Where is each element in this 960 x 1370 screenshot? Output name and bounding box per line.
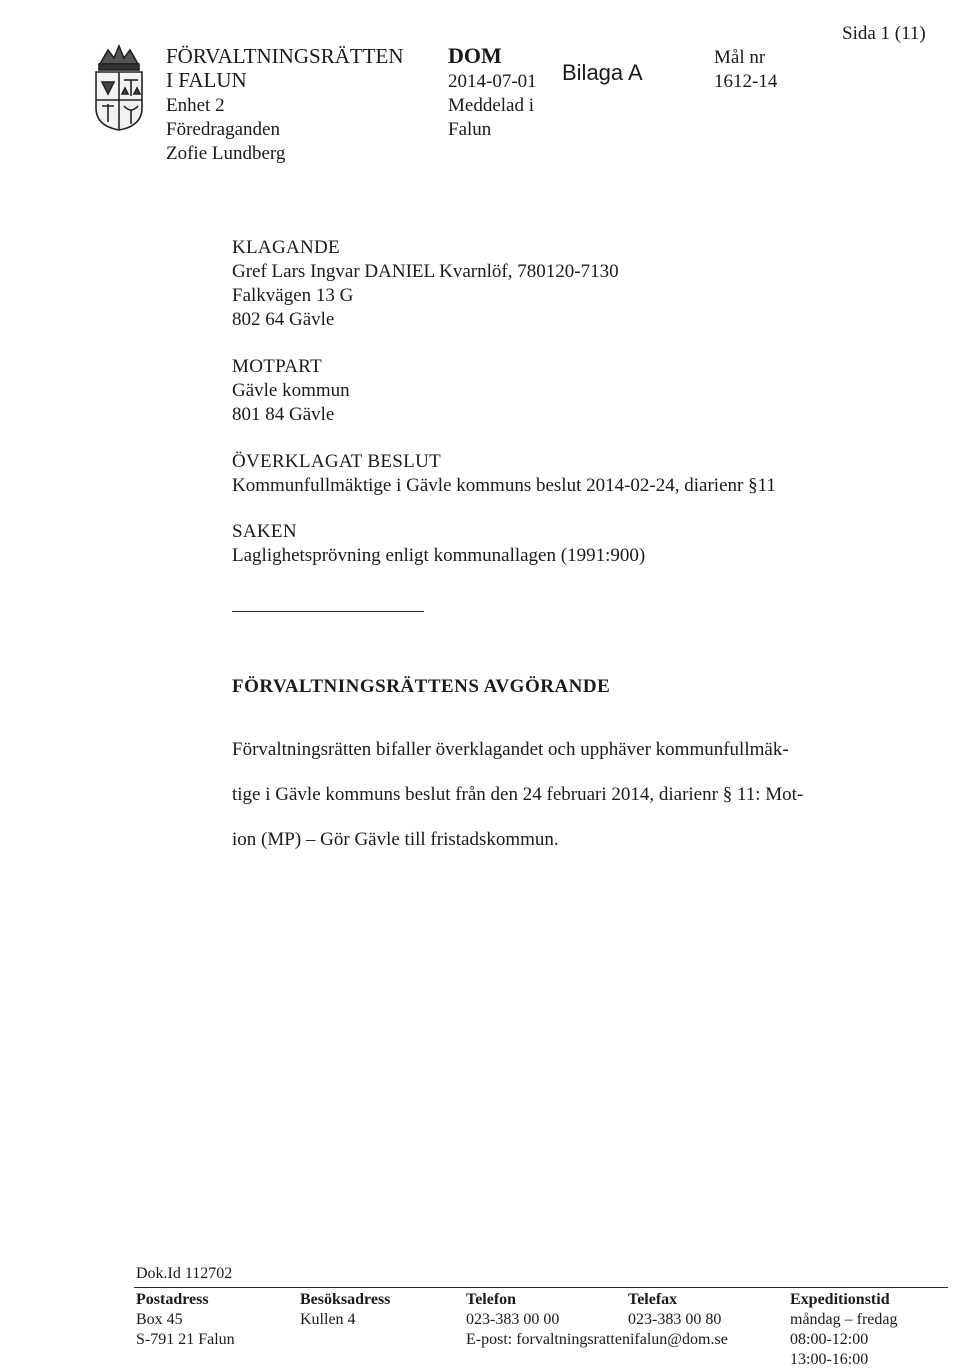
visit-address-block [300,1290,390,1330]
office-hours-afternoon: 13:00-16:00 [790,1351,869,1368]
decision-heading: FÖRVALTNINGSRÄTTENS AVGÖRANDE [232,676,611,697]
matter-text: Laglighetsprövning enligt kommunallagen (1991:900) [232,545,646,566]
footer-divider [134,1287,948,1288]
document-type: DOM [448,43,502,68]
appellant-section [232,236,619,332]
decision-line: Förvaltningsrätten bifaller överklagandet och upphäver kommunfullmäk- [232,739,789,760]
delivered-place: Falun [448,119,492,140]
phone-number: 023-383 00 00 [466,1311,560,1328]
section-divider [232,611,424,612]
postal-address-heading: Postadress [136,1291,209,1308]
document-id: Dok.Id 112702 [136,1265,233,1282]
fax-number: 023-383 00 80 [628,1311,722,1328]
appellant-postcode: 802 64 Gävle [232,309,335,330]
office-hours-heading: Expeditionstid [790,1291,890,1308]
postal-address-block [136,1290,235,1350]
office-hours-days: måndag – fredag [790,1311,898,1328]
decision-body [232,727,803,862]
appellant-name: Gref Lars Ingvar DANIEL Kvarnlöf, 780120-7130 [232,261,619,282]
visit-address-heading: Besöksadress [300,1291,391,1308]
office-hours-morning: 08:00-12:00 [790,1331,869,1348]
fax-heading: Telefax [628,1291,678,1308]
phone-heading: Telefon [466,1291,517,1308]
appellant-street: Falkvägen 13 G [232,285,354,306]
office-hours-block [790,1290,898,1370]
postal-box: Box 45 [136,1311,183,1328]
attachment-label: Bilaga A [562,60,643,85]
appealed-decision-text: Kommunfullmäktige i Gävle kommuns beslut 2014-02-24, diarienr §11 [232,475,776,496]
court-unit: Enhet 2 [166,95,225,116]
respondent-postcode: 801 84 Gävle [232,404,335,425]
appellant-heading: KLAGANDE [232,237,340,258]
email-address: E-post: forvaltningsrattenifalun@dom.se [466,1331,728,1348]
appealed-decision-section [232,450,776,498]
appealed-decision-heading: ÖVERKLAGAT BESLUT [232,451,441,472]
matter-heading: SAKEN [232,521,297,542]
phone-block [466,1290,559,1330]
matter-section [232,520,645,568]
case-number: 1612-14 [714,71,778,92]
postal-code: S-791 21 Falun [136,1331,235,1348]
respondent-heading: MOTPART [232,356,323,377]
respondent-section [232,355,350,427]
respondent-name: Gävle kommun [232,380,350,401]
court-name: FÖRVALTNINGSRÄTTEN [166,44,404,68]
delivered-label: Meddelad i [448,95,535,116]
court-emblem-icon [90,42,148,132]
visit-address: Kullen 4 [300,1311,356,1328]
case-number-label: Mål nr [714,47,766,68]
court-location: I FALUN [166,68,247,92]
fax-block [628,1290,721,1330]
document-date: 2014-07-01 [448,71,537,92]
decision-line: tige i Gävle kommuns beslut från den 24 februari 2014, diarienr § 11: Mot- [232,784,804,805]
decision-line: ion (MP) – Gör Gävle till fristadskommun. [232,829,559,850]
rapporteur-name: Zofie Lundberg [166,143,286,164]
page-number: Sida 1 (11) [842,23,926,44]
rapporteur-label: Föredraganden [166,119,280,140]
